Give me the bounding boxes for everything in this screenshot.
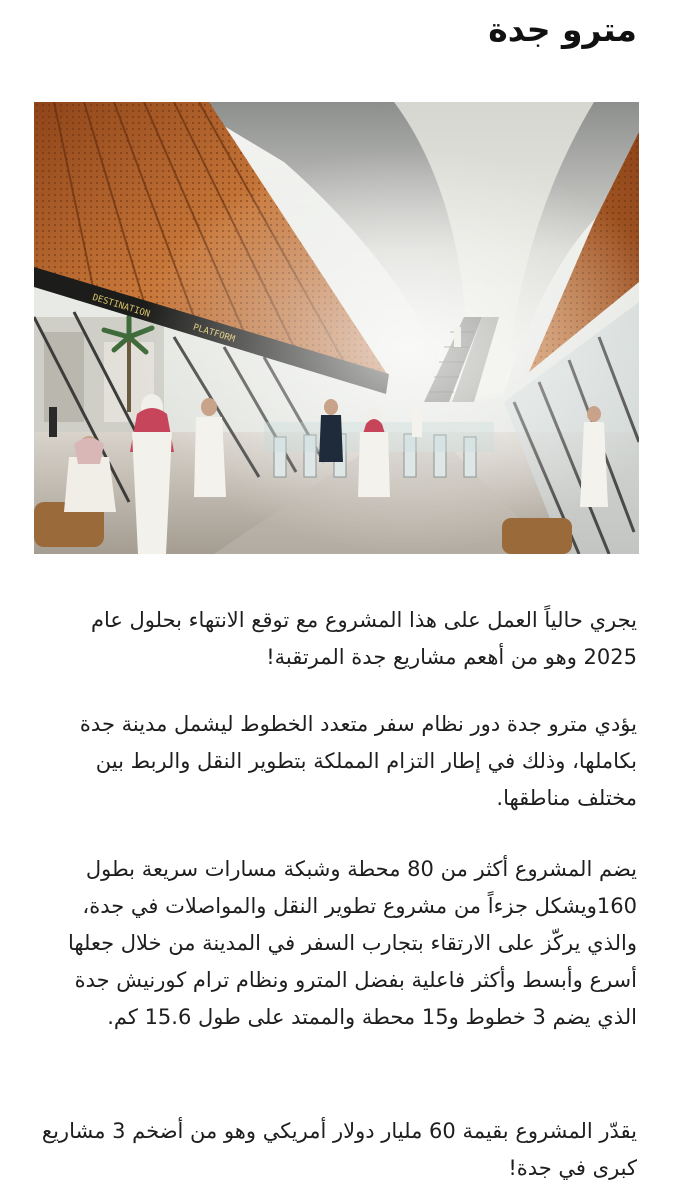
metro-station-illustration — [34, 102, 639, 554]
article-paragraph: يجري حالياً العمل على هذا المشروع مع توقع الانتهاء بحلول عام 2025 وهو من أهعم مشاريع جدة المرتقبة! — [90, 608, 637, 669]
article-paragraph: يقدّر المشروع بقيمة 60 مليار دولار أمريكي وهو من أضخم 3 مشاريع كبرى في جدة! — [41, 1119, 637, 1180]
metro-station-image — [34, 102, 639, 554]
article-paragraph: يؤدي مترو جدة دور نظام سفر متعدد الخطوط ليشمل مدينة جدة بكاملها، وذلك في إطار التزام المملكة بتطوير النقل والربط بين مختلف مناطقها. — [79, 712, 637, 810]
article-paragraph: يضم المشروع أكثر من 80 محطة وشبكة مسارات سريعة بطول 160ويشكل جزءاً من مشروع تطوير النقل والمواصلات في جدة، والذي يركّز على الارتقاء بتجارب السفر في المدينة من خلال جعلها أسرع وأبسط وأكثر فاعلية بفضل المترو ونظام ترام كورنيش جدة الذي يضم 3 خطوط و15 محطة والممتد على طول 15.6 كم. — [67, 857, 637, 1029]
article-title: مترو جدة — [488, 10, 637, 49]
